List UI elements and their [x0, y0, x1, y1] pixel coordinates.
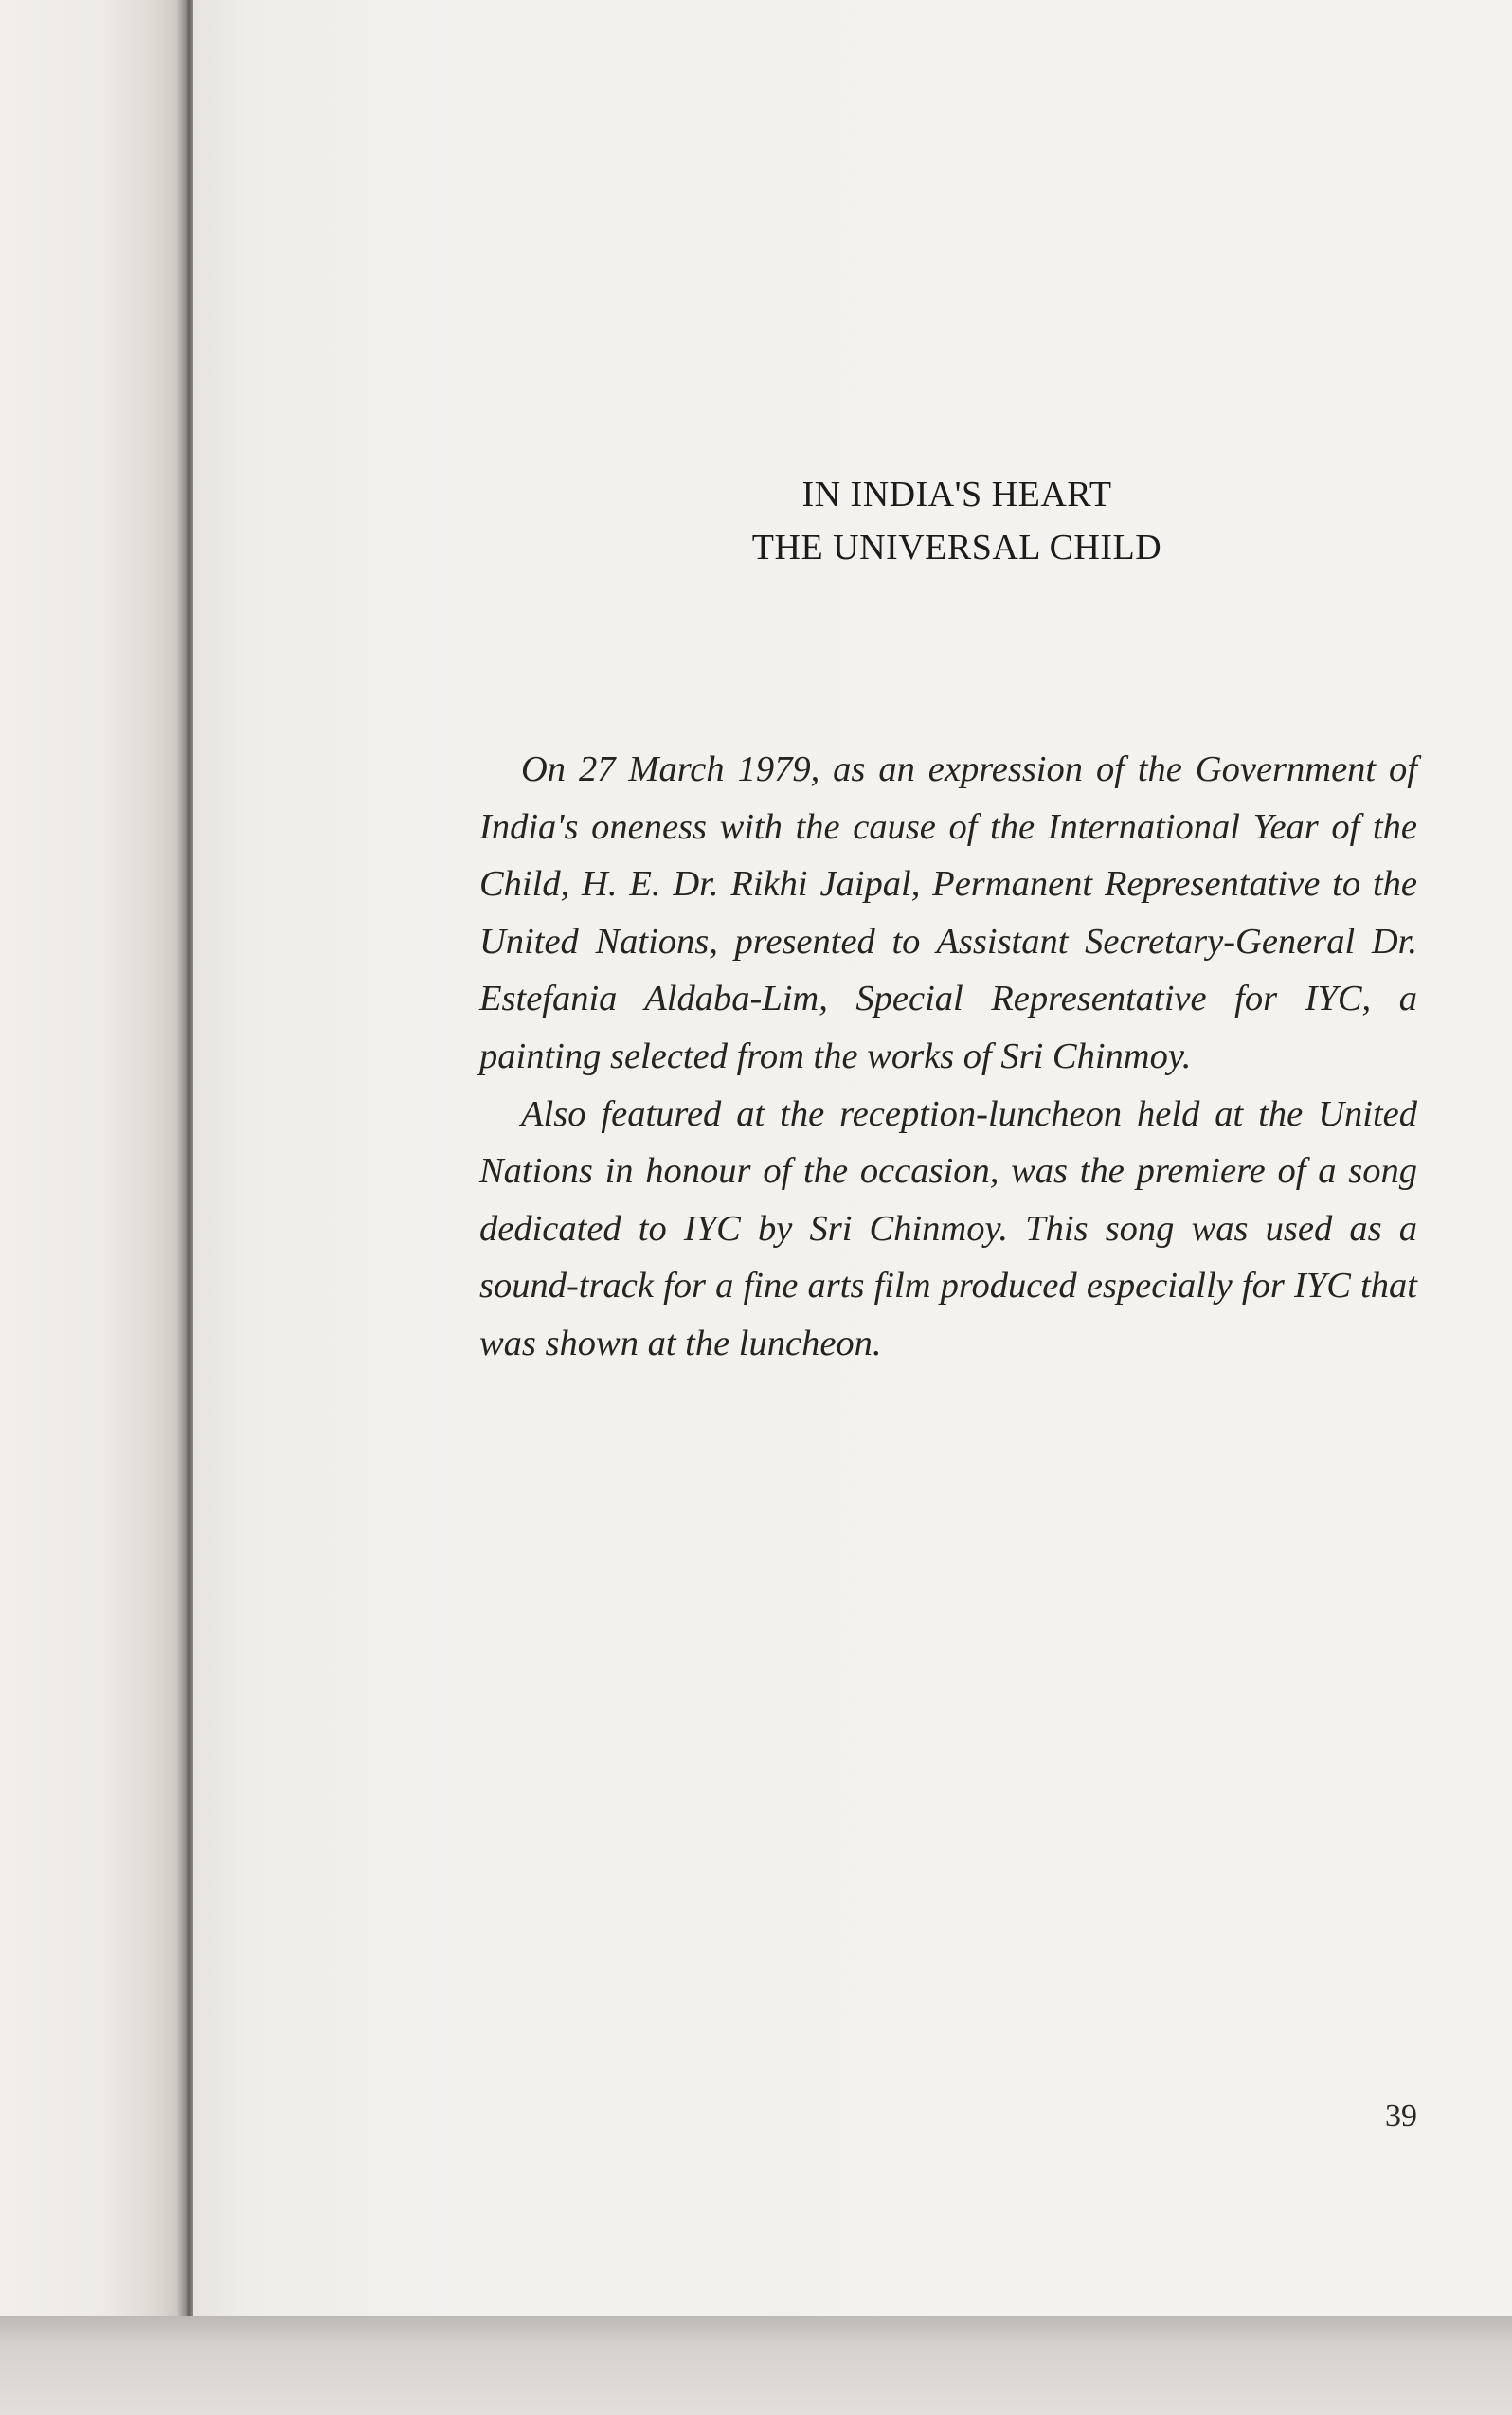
body-text — [479, 741, 1417, 1373]
left-blank-page — [0, 0, 186, 2316]
page-number: 39 — [1385, 2099, 1417, 2134]
heading-line-2: THE UNIVERSAL CHILD — [751, 528, 1162, 568]
page-heading — [663, 468, 1251, 574]
paragraph-2: Also featured at the reception-luncheon held at the United Nations in honour of the occasion, was the premiere of a song dedicated to IYC by Sri Chinmoy. This song was used as a sound-track for a fine arts film produced especially for IYC that was shown at the luncheon. — [479, 1093, 1417, 1363]
heading-line-1: IN INDIA'S HEART — [801, 475, 1112, 514]
scan-bottom-edge — [0, 2316, 1512, 2415]
paragraph-1: On 27 March 1979, as an expression of the Government of India's oneness with the cause of the International Year of the Child, H. E. Dr. Rikhi Jaipal, Permanent Representative to the United Nations, presented to Assistant Secretary-General Dr. Estefania Aldaba-Lim, Special Representative for IYC, a painting selected from the works of Sri Chinmoy. — [479, 749, 1417, 1076]
